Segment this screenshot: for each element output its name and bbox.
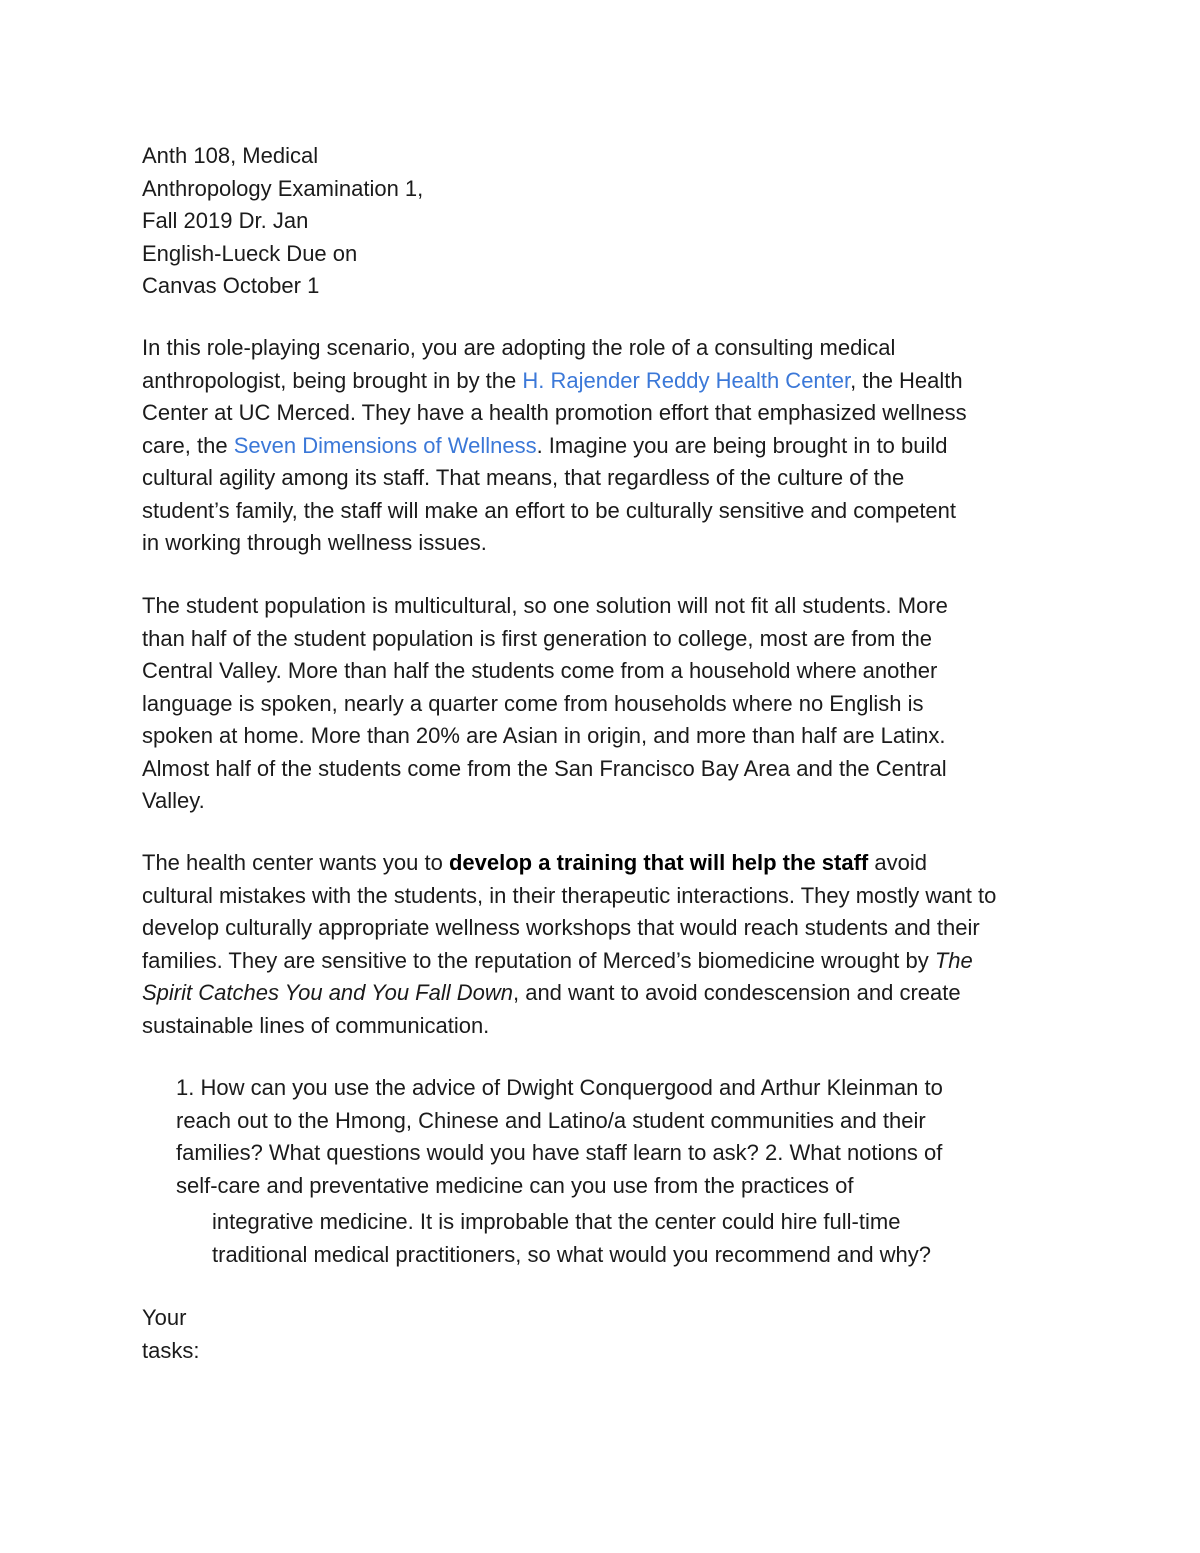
header-line: Anth 108, Medical [142,143,319,168]
text-run: . Imagine you are being brought in to build [536,432,948,458]
paragraph-line: The student population is multicultural, so one solution will not fit all students. More [142,593,948,618]
wellness-dimensions-link[interactable]: Seven Dimensions of Wellness [233,432,537,458]
paragraph-line [142,977,996,1010]
paragraph-line: cultural agility among its staff. That means, that regardless of the culture of the [142,465,905,490]
paragraph-line: language is spoken, nearly a quarter come from households where no English is [142,690,924,716]
paragraph-line: sustainable lines of communication. [142,1012,490,1038]
question-line: integrative medicine. It is improbable that the center could hire full-time [212,1209,901,1234]
header-line: Fall 2019 Dr. Jan [142,208,309,233]
training-paragraph [142,847,996,1042]
paragraph-line [142,430,967,463]
paragraph-line: Center at UC Merced. They have a health promotion effort that emphasized wellness [142,400,967,425]
paragraph-line [142,365,967,398]
header-line: English-Lueck Due on [142,240,358,266]
tasks-line: tasks: [142,1337,200,1363]
text-run: care, the [142,432,234,458]
questions-continuation [212,1206,931,1271]
question-line: 1. How can you use the advice of Dwight Conquergood and Arthur Kleinman to [176,1075,943,1100]
paragraph-line: Almost half of the students come from the San Francisco Bay Area and the Central [142,755,947,781]
text-run: The health center wants you to [142,850,449,875]
header-line: Anthropology Examination 1, [142,175,424,201]
paragraph-line: In this role-playing scenario, you are adopting the role of a consulting medical [142,335,896,360]
book-title: The [934,947,973,973]
book-title: Spirit Catches You and You Fall Down [142,980,513,1005]
paragraph-line: Central Valley. More than half the students come from a household where another [142,658,938,683]
paragraph-line: in working through wellness issues. [142,530,487,555]
text-run: families. They are sensitive to the reputation of Merced’s biomedicine wrought by [142,947,935,973]
course-header [142,140,423,303]
question-line: reach out to the Hmong, Chinese and Latino/a student communities and their [176,1107,926,1133]
text-run: , and want to avoid condescension and create [512,980,961,1005]
text-run: , the Health [850,367,963,393]
paragraph-line [142,945,996,978]
questions-list [176,1072,943,1202]
text-run: avoid [868,850,927,875]
question-line: self-care and preventative medicine can you use from the practices of [176,1172,854,1198]
bold-emphasis: develop a training that will help the staff [448,850,869,875]
population-paragraph [142,590,948,818]
scenario-paragraph [142,332,967,560]
paragraph-line: cultural mistakes with the students, in their therapeutic interactions. They mostly want to [142,882,997,908]
paragraph-line: than half of the student population is first generation to college, most are from the [142,625,933,651]
header-line: Canvas October 1 [142,273,320,298]
tasks-line: Your [142,1305,187,1330]
paragraph-line: develop culturally appropriate wellness workshops that would reach students and their [142,915,980,940]
text-run: anthropologist, being brought in by the [142,367,523,393]
paragraph-line: student’s family, the staff will make an effort to be culturally sensitive and competent [142,497,957,523]
paragraph-line: Valley. [142,788,205,813]
question-line: families? What questions would you have staff learn to ask? 2. What notions of [176,1140,943,1165]
health-center-link[interactable]: H. Rajender Reddy Health Center [522,367,851,393]
paragraph-line [142,847,996,880]
question-line: traditional medical practitioners, so what would you recommend and why? [212,1241,932,1267]
tasks-heading [142,1302,199,1367]
paragraph-line: spoken at home. More than 20% are Asian in origin, and more than half are Latinx. [142,723,946,748]
